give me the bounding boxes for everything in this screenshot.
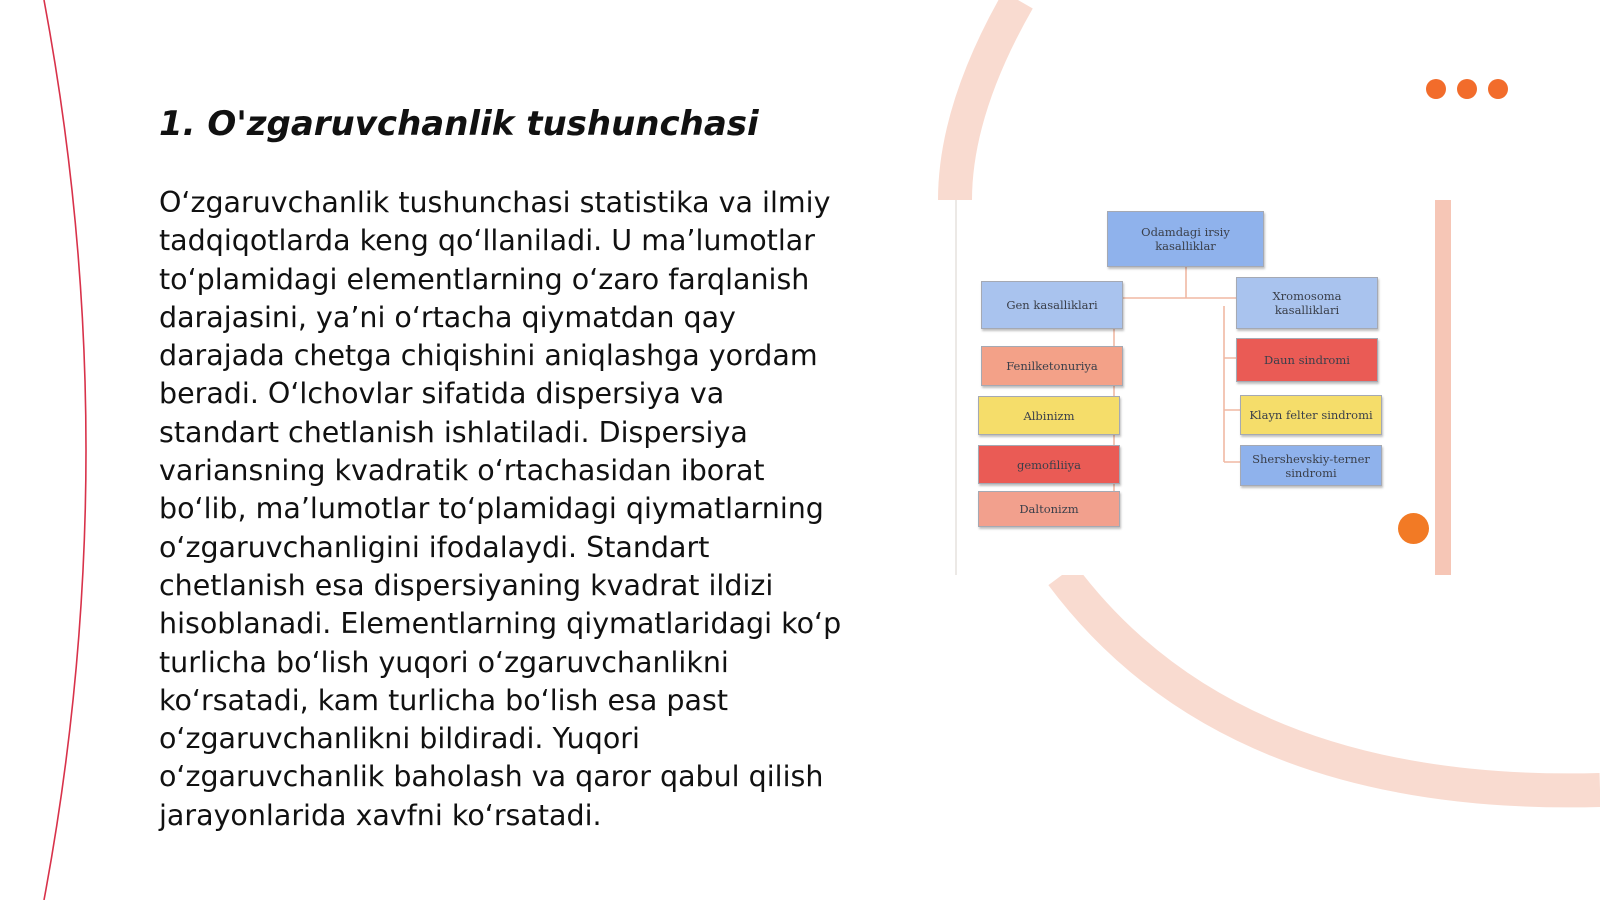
- dot-icon: [1426, 79, 1446, 99]
- left-edge-curve: [44, 0, 86, 900]
- hereditary-diseases-diagram: [955, 200, 1452, 575]
- diagram-item-box: Albinizm: [978, 396, 1120, 435]
- dots-menu-icon: [1426, 79, 1508, 99]
- decorative-dot: [1398, 513, 1429, 544]
- dot-icon: [1457, 79, 1477, 99]
- diagram-item-box: Shershevskiy-terner sindromi: [1240, 445, 1382, 486]
- diagram-item-box: Daltonizm: [978, 491, 1120, 527]
- diagram-item-box: Daun sindromi: [1236, 338, 1378, 382]
- diagram-chromosome-diseases-box: Xromosoma kasalliklari: [1236, 277, 1378, 329]
- decorative-bar: [1435, 200, 1451, 575]
- diagram-root-box: Odamdagi irsiy kasalliklar: [1107, 211, 1264, 267]
- slide-title: 1. O'zgaruvchanlik tushunchasi: [159, 104, 759, 144]
- dot-icon: [1488, 79, 1508, 99]
- diagram-gene-diseases-box: Gen kasalliklari: [981, 281, 1123, 329]
- diagram-item-box: gemofiliiya: [978, 445, 1120, 484]
- diagram-item-box: Fenilketonuriya: [981, 346, 1123, 386]
- slide-body-text: O‘zgaruvchanlik tushunchasi statistika va ilmiy tadqiqotlarda keng qo‘llaniladi. U ma’lumotlar to‘plamidagi elementlarning o‘zaro farqlanish darajasini, ya’ni o‘rtacha qiymatdan qay darajada chetga chiqishini aniqlashga yordam beradi. O‘lchovlar sifatida dispersiya va standart chetlanish ishlatiladi. Dispersiya variansning kvadratik o‘rtachasidan iborat bo‘lib, ma’lumotlar to‘plamidagi qiymatlarning o‘zgaruvchanligini ifodalaydi. Standart chetlanish esa dispersiyaning kvadrat ildizi hisoblanadi. Elementlarning qiymatlaridagi ko‘p turlicha bo‘lish yuqori o‘zgaruvchanlikni ko‘rsatadi, kam turlicha bo‘lish esa past o‘zgaruvchanlikni bildiradi. Yuqori o‘zgaruvchanlik baholash va qaror qabul qilish jarayonlarida xavfni ko‘rsatadi.: [159, 186, 842, 832]
- diagram-item-box: Klayn felter sindromi: [1240, 395, 1382, 435]
